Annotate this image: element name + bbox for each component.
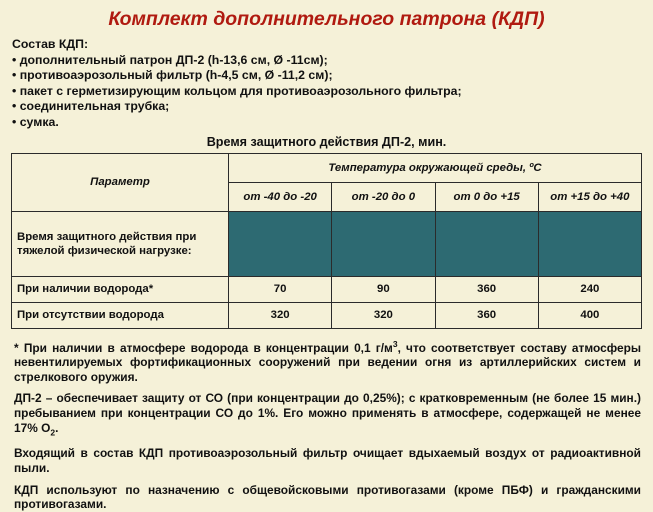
footnote-text-part2: , что соответствует составу атмосферы невентилируемых фортификационных сооружений при ведении огня из артиллерийских систем и стрелкового оружия.	[14, 340, 641, 384]
page-title: Комплект дополнительного патрона (КДП)	[108, 8, 545, 30]
header-range-3: от 0 до +15	[435, 182, 538, 211]
notes-section	[14, 337, 641, 512]
table-caption: Время защитного действия ДП-2, мин.	[206, 134, 447, 149]
composition-item: • дополнительный патрон ДП-2 (h-13,6 см, Ø -11см);	[12, 52, 328, 67]
protection-time-table	[11, 153, 642, 329]
row-cell-filled	[435, 211, 538, 276]
composition-item: • пакет с герметизирующим кольцом для противоаэрозольного фильтра;	[12, 83, 462, 98]
table-row	[12, 211, 642, 276]
paragraph-dp2-part1: ДП-2 – обеспечивает защиту от СО (при концентрации до 0,25%); с кратковременным (не более 15 мин.) пребыванием при концентрации СО до 1%. Его можно применять в атмосфере, содержащей не менее 17% О	[14, 391, 641, 435]
table-row	[12, 276, 642, 302]
composition-item: • соединительная трубка;	[12, 99, 170, 114]
row-cell-value: 360	[435, 302, 538, 328]
row-cell-value: 400	[538, 302, 641, 328]
footnote-marker: *	[14, 340, 19, 355]
row-cell-filled	[538, 211, 641, 276]
header-range-2: от -20 до 0	[332, 182, 435, 211]
row-label: При наличии водорода*	[12, 276, 229, 302]
header-range-1: от -40 до -20	[229, 182, 332, 211]
row-label: При отсутствии водорода	[12, 302, 229, 328]
paragraph-dp2-subscript: 2	[50, 426, 56, 437]
row-cell-value: 90	[332, 276, 435, 302]
paragraph-usage: КДП используют по назначению с общевойсковыми противогазами (кроме ПБФ) и гражданскими противогазами.	[14, 482, 641, 512]
header-temperature-group: Температура окружающей среды, ºС	[229, 153, 642, 182]
footnote-superscript: 3	[392, 338, 398, 349]
composition-block	[12, 37, 643, 131]
row-label: Время защитного действия при тяжелой физической нагрузке:	[12, 211, 229, 276]
table-header-row-group	[12, 153, 642, 182]
row-cell-value: 360	[435, 276, 538, 302]
composition-item: • сумка.	[12, 114, 59, 129]
table-row	[12, 302, 642, 328]
row-cell-value: 70	[229, 276, 332, 302]
footnote	[14, 337, 641, 385]
row-cell-filled	[229, 211, 332, 276]
paragraph-filter: Входящий в состав КДП противоаэрозольный фильтр очищает вдыхаемый воздух от радиоактивной пыли.	[14, 446, 641, 476]
header-range-4: от +15 до +40	[538, 182, 641, 211]
paragraph-dp2-part2: .	[55, 420, 59, 435]
row-cell-value: 320	[332, 302, 435, 328]
footnote-text-part1: При наличии в атмосфере водорода в концентрации 0,1 г/м	[23, 340, 393, 355]
row-cell-value: 240	[538, 276, 641, 302]
composition-lead: Состав КДП:	[12, 37, 89, 51]
header-parameter: Параметр	[12, 153, 229, 211]
paragraph-dp2	[14, 391, 641, 439]
row-cell-value: 320	[229, 302, 332, 328]
composition-item: • противоаэрозольный фильтр (h-4,5 см, Ø -11,2 см);	[12, 68, 333, 83]
row-cell-filled	[332, 211, 435, 276]
